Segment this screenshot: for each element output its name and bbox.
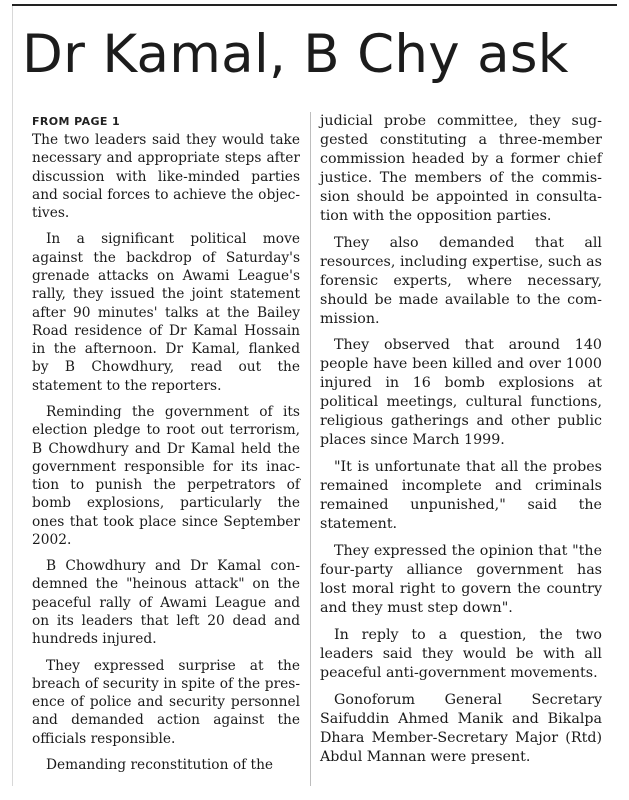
- paragraph: In reply to a question, the two leaders said they would be with all peaceful anti-government movements.: [320, 626, 602, 681]
- paragraph: In a significant political move against the backdrop of Saturday's grenade attacks on Awami League's rally, they issued the joint statement after 90 minutes' talks at the Bailey Road residence of Dr Kamal Hossain in the afternoon. Dr Kamal, flanked by B Chowdhury, read out the statement to the reporters.: [32, 231, 300, 394]
- left-column: [32, 112, 300, 782]
- paragraph: They expressed the opinion that "the four-party alliance government has lost moral right to govern the country and they must step down".: [320, 543, 602, 616]
- kicker-from-page-1: FROM PAGE 1: [32, 115, 121, 128]
- paragraph: B Chowdhury and Dr Kamal condemned the "heinous attack" on the peaceful rally of Awami League and on its leaders that left 20 dead and hundreds injured.: [32, 558, 300, 648]
- paragraph: They also demanded that all resources, including expertise, such as forensic experts, where necessary, should be made available to the commission.: [320, 234, 602, 327]
- headline: Dr Kamal, B Chy ask: [22, 24, 569, 85]
- right-column: [320, 112, 602, 775]
- paragraph: Demanding reconstitution of the: [46, 757, 274, 773]
- left-margin-rule: [12, 6, 13, 786]
- paragraph: Gonoforum General Secretary Saifuddin Ahmed Manik and Bikalpa Dhara Member-Secretary Major (Rtd) Abdul Mannan were present.: [320, 691, 602, 765]
- paragraph: They observed that around 140 people have been killed and over 1000 injured in 16 bomb explosions at political meetings, cultural functions, religious gatherings and other public places since March 1999.: [320, 337, 602, 449]
- paragraph: "It is unfortunate that all the probes remained incomplete and criminals remained unpunished," said the statement.: [320, 459, 602, 533]
- paragraph-continued: judicial probe committee, they suggested constituting a three-member commission headed by a former chief justice. The members of the commission should be appointed in consultation with the opposition parties.: [320, 113, 602, 224]
- paragraph: They expressed surprise at the breach of security in spite of the presence of police and security personnel and demanded action against the officials responsible.: [32, 657, 300, 747]
- column-divider: [310, 112, 311, 786]
- paragraph: The two leaders said they would take necessary and appropriate steps after discussion with like-minded parties and social forces to achieve the objectives.: [32, 132, 300, 222]
- paragraph: Reminding the government of its election pledge to root out terrorism, B Chowdhury and Dr Kamal held the government responsible for its inaction to punish the perpetrators of bomb explosions, particularly the ones that took place since September 2002.: [32, 403, 300, 548]
- top-rule: [12, 4, 617, 6]
